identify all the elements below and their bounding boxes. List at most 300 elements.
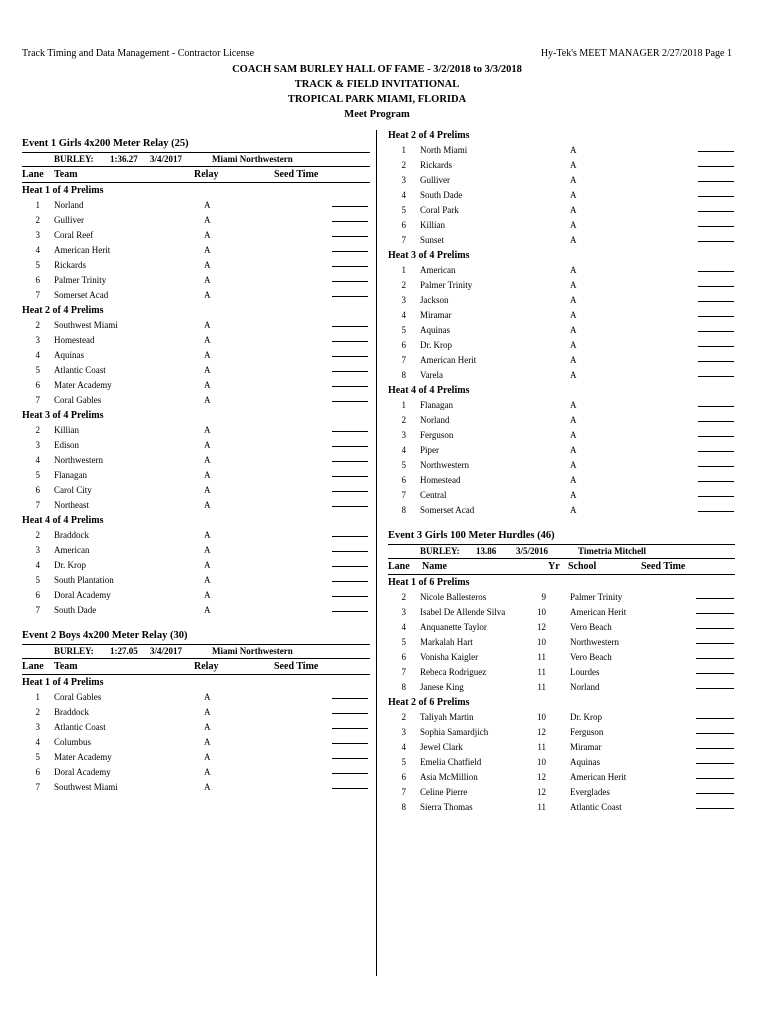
team-name: American	[420, 265, 456, 275]
entry-row	[388, 473, 735, 488]
entry-row	[22, 393, 370, 408]
entry-row	[388, 203, 735, 218]
entry-row	[22, 378, 370, 393]
athlete-year: 12	[537, 727, 546, 737]
team-name: South Plantation	[54, 575, 114, 585]
seed-time-blank	[698, 368, 734, 377]
entry-row	[22, 273, 370, 288]
relay-letter: A	[204, 590, 211, 600]
meet-name: COACH SAM BURLEY HALL OF FAME - 3/2/2018 to 3/3/2018	[232, 64, 522, 75]
seed-time-blank	[698, 353, 734, 362]
entry-row	[388, 218, 735, 233]
column-headers	[22, 167, 370, 183]
event-block	[22, 136, 370, 618]
athlete-name: Rebeca Rodriguez	[420, 667, 487, 677]
school-name: Norland	[570, 682, 600, 692]
team-name: Southwest Miami	[54, 782, 118, 792]
team-name: Rickards	[54, 260, 86, 270]
school-name: Lourdes	[570, 667, 600, 677]
relay-letter: A	[204, 335, 211, 345]
meet-record	[388, 545, 735, 559]
lane-number: 1	[401, 400, 406, 410]
seed-time-blank	[698, 338, 734, 347]
seed-time-blank	[698, 323, 734, 332]
relay-letter: A	[204, 215, 211, 225]
team-name: Homestead	[54, 335, 95, 345]
seed-time-blank	[332, 258, 368, 267]
relay-letter: A	[570, 325, 577, 335]
seed-time-blank	[332, 780, 368, 789]
team-name: Somerset Acad	[420, 505, 475, 515]
entry-row	[388, 188, 735, 203]
lane-number: 6	[35, 485, 40, 495]
lane-number: 5	[35, 470, 40, 480]
event-block	[388, 528, 735, 815]
seed-time-blank	[698, 428, 734, 437]
school-name: Miramar	[570, 742, 602, 752]
relay-letter: A	[570, 145, 577, 155]
lane-number: 8	[401, 370, 406, 380]
relay-letter: A	[570, 430, 577, 440]
lane-number: 4	[401, 742, 406, 752]
athlete-name: Sierra Thomas	[420, 802, 473, 812]
seed-time-blank	[332, 213, 368, 222]
event-block	[22, 628, 370, 795]
team-name: Edison	[54, 440, 80, 450]
right-column	[388, 128, 735, 825]
athlete-name: Vonisha Kaigler	[420, 652, 479, 662]
relay-letter: A	[204, 425, 211, 435]
column-header: Name	[422, 561, 447, 572]
heat-title: Heat 2 of 4 Prelims	[22, 305, 104, 316]
seed-time-blank	[332, 558, 368, 567]
entry-row	[388, 680, 735, 695]
heat-title: Heat 1 of 4 Prelims	[22, 185, 104, 196]
team-name: Ferguson	[420, 430, 454, 440]
lane-number: 2	[401, 280, 406, 290]
athlete-year: 12	[537, 787, 546, 797]
entry-row	[388, 458, 735, 473]
seed-time-blank	[698, 443, 734, 452]
seed-time-blank	[332, 573, 368, 582]
entry-row	[388, 665, 735, 680]
column-header: Lane	[22, 661, 44, 672]
column-header: Yr	[548, 561, 560, 572]
entry-row	[388, 173, 735, 188]
lane-number: 2	[35, 530, 40, 540]
event-title: Event 2 Boys 4x200 Meter Relay (30)	[22, 628, 370, 645]
school-name: Northwestern	[570, 637, 619, 647]
team-name: Doral Academy	[54, 590, 111, 600]
entry-row	[22, 438, 370, 453]
seed-time-blank	[332, 228, 368, 237]
lane-number: 8	[401, 682, 406, 692]
entry-row	[388, 443, 735, 458]
seed-time-blank	[332, 603, 368, 612]
relay-letter: A	[570, 475, 577, 485]
team-name: Jackson	[420, 295, 449, 305]
seed-time-blank	[332, 588, 368, 597]
lane-number: 5	[35, 365, 40, 375]
entry-row	[388, 158, 735, 173]
team-name: Central	[420, 490, 447, 500]
school-name: Dr. Krop	[570, 712, 602, 722]
team-name: Atlantic Coast	[54, 365, 106, 375]
team-name: Doral Academy	[54, 767, 111, 777]
relay-letter: A	[570, 415, 577, 425]
team-name: Aquinas	[420, 325, 450, 335]
lane-number: 5	[35, 260, 40, 270]
entry-row	[22, 333, 370, 348]
record-time: 1:36.27	[110, 154, 138, 164]
relay-letter: A	[570, 310, 577, 320]
entry-row	[22, 543, 370, 558]
seed-time-blank	[332, 690, 368, 699]
entry-row	[388, 278, 735, 293]
team-name: Killian	[420, 220, 445, 230]
team-name: Coral Gables	[54, 395, 102, 405]
lane-number: 5	[401, 757, 406, 767]
school-name: Ferguson	[570, 727, 604, 737]
seed-time-blank	[332, 720, 368, 729]
lane-number: 4	[401, 622, 406, 632]
lane-number: 4	[35, 350, 40, 360]
heat-title: Heat 2 of 4 Prelims	[388, 130, 470, 141]
seed-time-blank	[698, 188, 734, 197]
entry-row	[388, 428, 735, 443]
entry-row	[388, 233, 735, 248]
team-name: Northwestern	[54, 455, 103, 465]
seed-time-blank	[332, 333, 368, 342]
column-header: Team	[54, 661, 78, 672]
lane-number: 4	[35, 245, 40, 255]
athlete-year: 10	[537, 757, 546, 767]
team-name: Gulliver	[420, 175, 450, 185]
team-name: Braddock	[54, 707, 89, 717]
lane-number: 5	[401, 637, 406, 647]
relay-letter: A	[570, 505, 577, 515]
athlete-name: Celine Pierre	[420, 787, 468, 797]
seed-time-blank	[696, 740, 734, 749]
relay-letter: A	[204, 782, 211, 792]
seed-time-blank	[696, 755, 734, 764]
lane-number: 5	[35, 575, 40, 585]
relay-letter: A	[570, 355, 577, 365]
entry-row	[22, 528, 370, 543]
team-name: Southwest Miami	[54, 320, 118, 330]
athlete-year: 12	[537, 622, 546, 632]
seed-time-blank	[698, 398, 734, 407]
relay-letter: A	[204, 485, 211, 495]
seed-time-blank	[332, 288, 368, 297]
entry-row	[22, 483, 370, 498]
entry-row	[388, 710, 735, 725]
relay-letter: A	[204, 707, 211, 717]
record-date: 3/4/2017	[150, 154, 183, 164]
seed-time-blank	[332, 423, 368, 432]
lane-number: 7	[401, 787, 406, 797]
column-header: Team	[54, 169, 78, 180]
team-name: Carol City	[54, 485, 92, 495]
seed-time-blank	[698, 143, 734, 152]
team-name: Palmer Trinity	[54, 275, 107, 285]
seed-time-blank	[696, 605, 734, 614]
relay-letter: A	[570, 445, 577, 455]
event-title: Event 3 Girls 100 Meter Hurdles (46)	[388, 528, 735, 545]
athlete-year: 11	[537, 667, 546, 677]
lane-number: 6	[35, 767, 40, 777]
entry-row	[388, 413, 735, 428]
lane-number: 3	[35, 335, 40, 345]
entry-row	[22, 213, 370, 228]
lane-number: 3	[401, 727, 406, 737]
seed-time-blank	[698, 413, 734, 422]
entry-row	[388, 785, 735, 800]
relay-letter: A	[204, 605, 211, 615]
entry-row	[22, 243, 370, 258]
relay-letter: A	[204, 767, 211, 777]
lane-number: 6	[401, 652, 406, 662]
lane-number: 8	[401, 505, 406, 515]
athlete-name: Taliyah Martin	[420, 712, 474, 722]
lane-number: 7	[401, 235, 406, 245]
seed-time-blank	[696, 650, 734, 659]
seed-time-blank	[698, 488, 734, 497]
lane-number: 3	[35, 230, 40, 240]
relay-letter: A	[570, 235, 577, 245]
entry-row	[22, 558, 370, 573]
entry-row	[22, 258, 370, 273]
lane-number: 2	[35, 320, 40, 330]
entry-row	[22, 363, 370, 378]
team-name: American	[54, 545, 90, 555]
team-name: Mater Academy	[54, 752, 112, 762]
entry-row	[22, 498, 370, 513]
relay-letter: A	[204, 365, 211, 375]
column-header: Seed Time	[274, 169, 319, 180]
relay-letter: A	[204, 440, 211, 450]
team-name: Aquinas	[54, 350, 84, 360]
entry-row	[22, 765, 370, 780]
lane-number: 6	[35, 590, 40, 600]
school-name: Vero Beach	[570, 622, 612, 632]
school-name: Everglades	[570, 787, 610, 797]
record-time: 1:27.05	[110, 646, 138, 656]
left-column	[22, 136, 370, 805]
lane-number: 7	[401, 490, 406, 500]
team-name: Flanagan	[54, 470, 87, 480]
relay-letter: A	[204, 380, 211, 390]
entry-row	[22, 705, 370, 720]
relay-letter: A	[570, 295, 577, 305]
entry-row	[22, 348, 370, 363]
seed-time-blank	[332, 468, 368, 477]
lane-number: 3	[401, 295, 406, 305]
lane-number: 1	[35, 200, 40, 210]
meet-location: TROPICAL PARK MIAMI, FLORIDA	[287, 94, 467, 105]
seed-time-blank	[332, 348, 368, 357]
lane-number: 7	[35, 290, 40, 300]
entry-row	[22, 690, 370, 705]
entry-row	[22, 720, 370, 735]
lane-number: 5	[401, 460, 406, 470]
athlete-year: 11	[537, 742, 546, 752]
athlete-year: 11	[537, 682, 546, 692]
team-name: Northwestern	[420, 460, 469, 470]
relay-letter: A	[204, 455, 211, 465]
athlete-year: 10	[537, 712, 546, 722]
lane-number: 3	[401, 430, 406, 440]
meet-record	[22, 645, 370, 659]
school-name: American Herit	[570, 772, 627, 782]
heat-title: Heat 2 of 6 Prelims	[388, 697, 470, 708]
seed-time-blank	[332, 243, 368, 252]
team-name: Flanagan	[420, 400, 453, 410]
heat-title: Heat 4 of 4 Prelims	[22, 515, 104, 526]
lane-number: 4	[401, 445, 406, 455]
heat-title: Heat 4 of 4 Prelims	[388, 385, 470, 396]
record-holder: Timetria Mitchell	[578, 546, 647, 556]
relay-letter: A	[570, 340, 577, 350]
license-text: Track Timing and Data Management - Contractor License	[22, 48, 255, 59]
lane-number: 7	[35, 605, 40, 615]
entry-row	[388, 488, 735, 503]
relay-letter: A	[204, 275, 211, 285]
heat-title: Heat 3 of 4 Prelims	[388, 250, 470, 261]
lane-number: 5	[35, 752, 40, 762]
team-name: Northeast	[54, 500, 89, 510]
team-name: Columbus	[54, 737, 92, 747]
record-date: 3/4/2017	[150, 646, 183, 656]
entry-row	[388, 323, 735, 338]
team-name: Atlantic Coast	[54, 722, 106, 732]
athlete-name: Sophia Samardjich	[420, 727, 489, 737]
seed-time-blank	[332, 498, 368, 507]
lane-number: 3	[35, 440, 40, 450]
record-holder: Miami Northwestern	[212, 646, 293, 656]
lane-number: 5	[401, 205, 406, 215]
lane-number: 2	[401, 160, 406, 170]
seed-time-blank	[698, 158, 734, 167]
column-header: Lane	[388, 561, 410, 572]
seed-time-blank	[332, 438, 368, 447]
seed-time-blank	[332, 705, 368, 714]
entry-row	[388, 620, 735, 635]
seed-time-blank	[696, 665, 734, 674]
lane-number: 1	[401, 145, 406, 155]
relay-letter: A	[204, 320, 211, 330]
athlete-name: Markalah Hart	[420, 637, 473, 647]
relay-letter: A	[570, 370, 577, 380]
lane-number: 7	[401, 667, 406, 677]
column-headers	[22, 659, 370, 675]
entry-row	[22, 750, 370, 765]
lane-number: 4	[35, 455, 40, 465]
seed-time-blank	[698, 458, 734, 467]
lane-number: 4	[401, 310, 406, 320]
athlete-year: 10	[537, 637, 546, 647]
entry-row	[388, 368, 735, 383]
lane-number: 8	[401, 802, 406, 812]
entry-row	[22, 780, 370, 795]
athlete-year: 12	[537, 772, 546, 782]
seed-time-blank	[332, 198, 368, 207]
team-name: American Herit	[54, 245, 111, 255]
entry-row	[388, 800, 735, 815]
relay-letter: A	[570, 175, 577, 185]
seed-time-blank	[696, 725, 734, 734]
entry-row	[22, 198, 370, 213]
team-name: South Dade	[420, 190, 463, 200]
team-name: Coral Reef	[54, 230, 94, 240]
lane-number: 1	[401, 265, 406, 275]
seed-time-blank	[332, 528, 368, 537]
lane-number: 7	[35, 395, 40, 405]
lane-number: 6	[35, 275, 40, 285]
seed-time-blank	[698, 473, 734, 482]
relay-letter: A	[570, 205, 577, 215]
team-name: Killian	[54, 425, 79, 435]
entry-row	[388, 740, 735, 755]
record-label: BURLEY:	[420, 546, 460, 556]
seed-time-blank	[332, 453, 368, 462]
document-type: Meet Program	[344, 109, 410, 120]
team-name: Rickards	[420, 160, 452, 170]
software-and-page: Hy-Tek's MEET MANAGER 2/27/2018 Page 1	[540, 48, 732, 59]
entry-row	[22, 423, 370, 438]
lane-number: 6	[401, 475, 406, 485]
athlete-year: 11	[537, 652, 546, 662]
school-name: Atlantic Coast	[570, 802, 622, 812]
lane-number: 3	[401, 607, 406, 617]
team-name: Palmer Trinity	[420, 280, 473, 290]
seed-time-blank	[698, 203, 734, 212]
team-name: American Herit	[420, 355, 477, 365]
team-name: Braddock	[54, 530, 89, 540]
entry-row	[388, 398, 735, 413]
seed-time-blank	[696, 710, 734, 719]
relay-letter: A	[204, 737, 211, 747]
page-header	[22, 48, 732, 120]
relay-letter: A	[204, 290, 211, 300]
seed-time-blank	[698, 293, 734, 302]
relay-letter: A	[204, 260, 211, 270]
entry-row	[388, 650, 735, 665]
lane-number: 4	[35, 737, 40, 747]
entry-row	[388, 308, 735, 323]
team-name: Dr. Krop	[54, 560, 86, 570]
relay-letter: A	[204, 470, 211, 480]
seed-time-blank	[696, 620, 734, 629]
team-name: Miramar	[420, 310, 452, 320]
lane-number: 2	[401, 415, 406, 425]
relay-letter: A	[204, 560, 211, 570]
lane-number: 7	[35, 782, 40, 792]
entry-row	[388, 770, 735, 785]
athlete-year: 11	[537, 802, 546, 812]
relay-letter: A	[204, 500, 211, 510]
lane-number: 4	[401, 190, 406, 200]
column-divider	[376, 130, 377, 976]
column-header: Relay	[194, 661, 219, 672]
lane-number: 7	[401, 355, 406, 365]
lane-number: 6	[401, 340, 406, 350]
heat-title: Heat 3 of 4 Prelims	[22, 410, 104, 421]
entry-row	[22, 453, 370, 468]
seed-time-blank	[332, 393, 368, 402]
relay-letter: A	[570, 190, 577, 200]
entry-row	[388, 338, 735, 353]
